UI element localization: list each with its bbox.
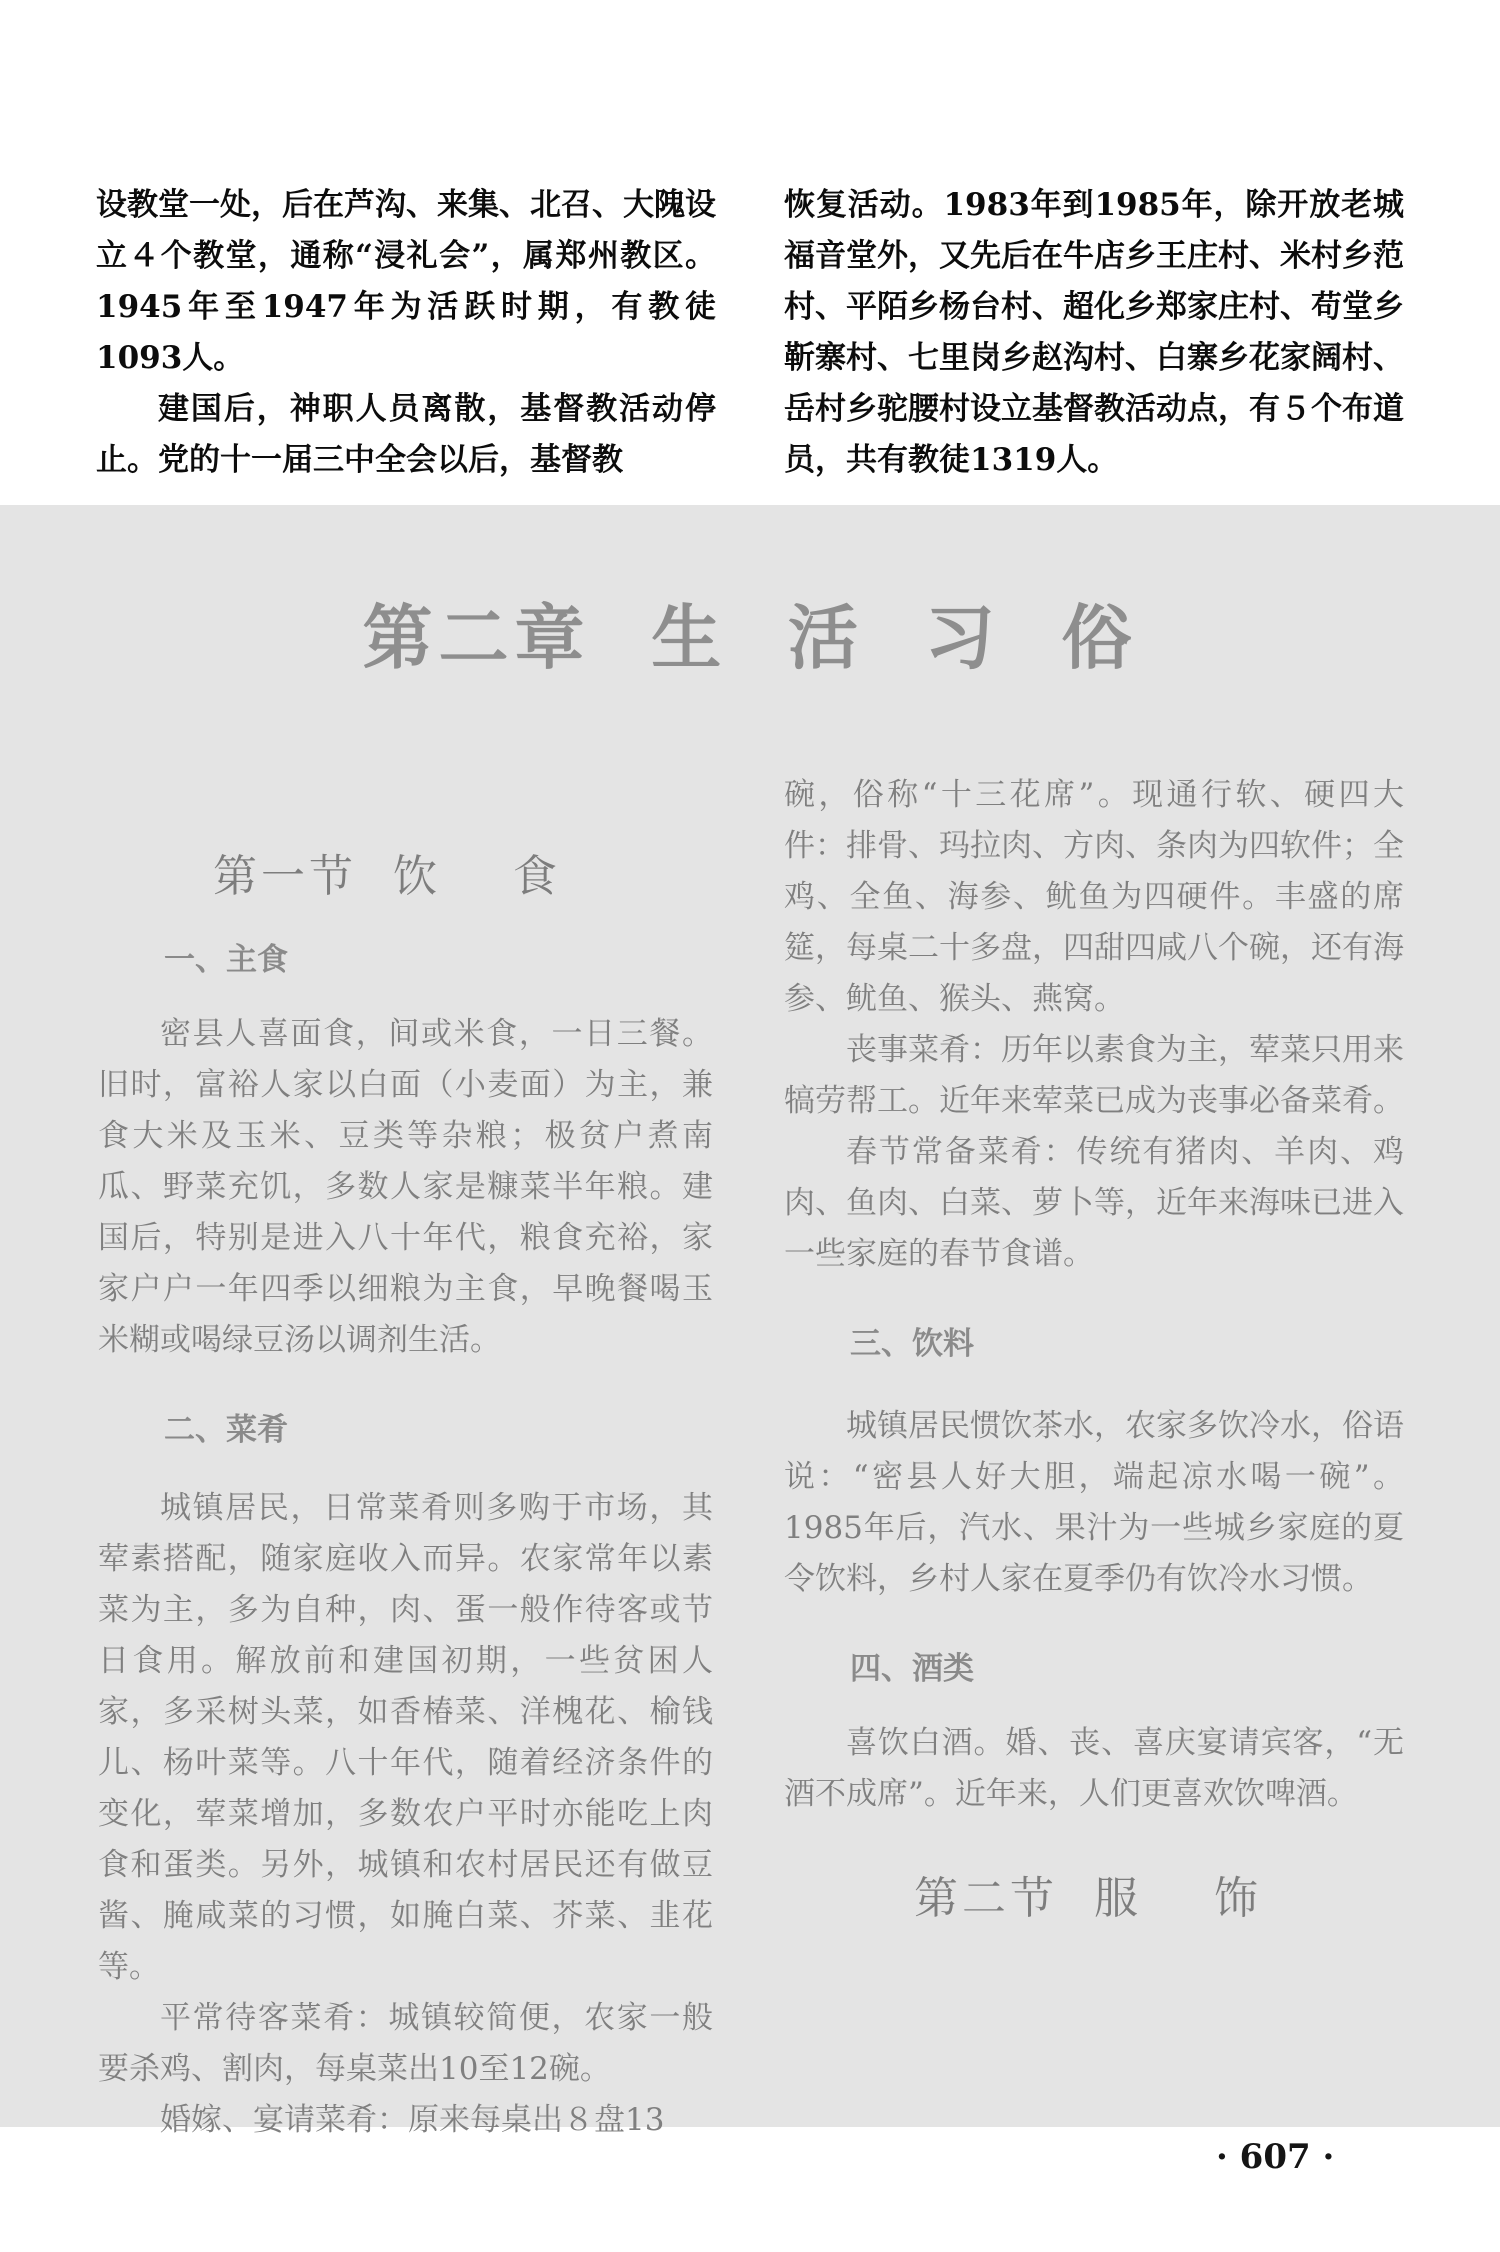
subheading: 四、酒类 — [850, 1651, 974, 1687]
top-left-column — [96, 180, 716, 486]
paragraph: 平常待客菜肴：城镇较简便，农家一般要杀鸡、割肉，每桌菜出10至12碗。 — [98, 2000, 713, 2087]
paragraph: 喜饮白酒。婚、丧、喜庆宴请宾客，“无酒不成席”。近年来，人们更喜欢饮啤酒。 — [784, 1725, 1404, 1812]
left-column — [163, 840, 713, 904]
chapter-title: 第二章 生 活 习 俗 — [362, 596, 1138, 679]
subheading: 一、主食 — [164, 942, 288, 978]
section-title: 第二节 服 饰 — [914, 1873, 1262, 1924]
subheading: 二、菜肴 — [164, 1412, 288, 1448]
right-column — [784, 770, 1404, 1926]
top-right-column — [784, 180, 1404, 486]
subheading: 三、饮料 — [850, 1326, 974, 1362]
page-number: · 607 · — [1216, 2137, 1335, 2177]
paragraph: 城镇居民，日常菜肴则多购于市场，其荤素搭配，随家庭收入而异。农家常年以素菜为主，多为自种，肉、蛋一般作待客或节日食用。解放前和建国初期，一些贫困人家，多采树头菜，如香椿菜、洋槐花、榆钱儿、杨叶菜等。八十年代，随着经济条件的变化，荤菜增加，多数农户平时亦能吃上肉食和蛋类。另外，城镇和农村居民还有做豆酱、腌咸菜的习惯，如腌白菜、芥菜、韭花等。 — [98, 1490, 713, 1985]
paragraph: 丧事菜肴：历年以素食为主，荤菜只用来犒劳帮工。近年来荤菜已成为丧事必备菜肴。 — [784, 1032, 1404, 1119]
paragraph: 碗，俗称“十三花席”。现通行软、硬四大件：排骨、玛拉肉、方肉、条肉为四软件；全鸡、全鱼、海参、鱿鱼为四硬件。丰盛的席筵，每桌二十多盘，四甜四咸八个碗，还有海参、鱿鱼、猴头、燕窝。 — [784, 777, 1404, 1017]
paragraph: 建国后，神职人员离散，基督教活动停止。党的十一届三中全会以后，基督教 — [96, 391, 716, 478]
paragraph: 春节常备菜肴：传统有猪肉、羊肉、鸡肉、鱼肉、白菜、萝卜等，近年来海味已进入一些家庭的春节食谱。 — [784, 1134, 1404, 1272]
left-column-body — [98, 934, 713, 2146]
paragraph: 恢复活动。1983年到1985年，除开放老城福音堂外，又先后在牛店乡王庄村、米村乡范村、平陌乡杨台村、超化乡郑家庄村、苟堂乡靳寨村、七里岗乡赵沟村、白寨乡花家阔村、岳村乡驼腰村设立基督教活动点，有５个布道员，共有教徒1319人。 — [784, 187, 1404, 478]
paragraph: 婚嫁、宴请菜肴：原来每桌出８盘13 — [160, 2102, 665, 2138]
paragraph: 密县人喜面食，间或米食，一日三餐。旧时，富裕人家以白面（小麦面）为主，兼食大米及玉米、豆类等杂粮；极贫户煮南瓜、野菜充饥，多数人家是糠菜半年粮。建国后，特别是进入八十年代，粮食充裕，家家户户一年四季以细粮为主食，早晚餐喝玉米糊或喝绿豆汤以调剂生活。 — [98, 1016, 713, 1358]
section-title: 第一节 饮 食 — [213, 851, 561, 902]
paragraph: 设教堂一处，后在芦沟、来集、北召、大隗设立４个教堂，通称“浸礼会”，属郑州教区。1945年至1947年为活跃时期，有教徒1093人。 — [96, 187, 716, 376]
paragraph: 城镇居民惯饮茶水，农家多饮冷水，俗语说：“密县人好大胆，端起凉水喝一碗”。1985年后，汽水、果汁为一些城乡家庭的夏令饮料，乡村人家在夏季仍有饮冷水习惯。 — [784, 1408, 1404, 1597]
